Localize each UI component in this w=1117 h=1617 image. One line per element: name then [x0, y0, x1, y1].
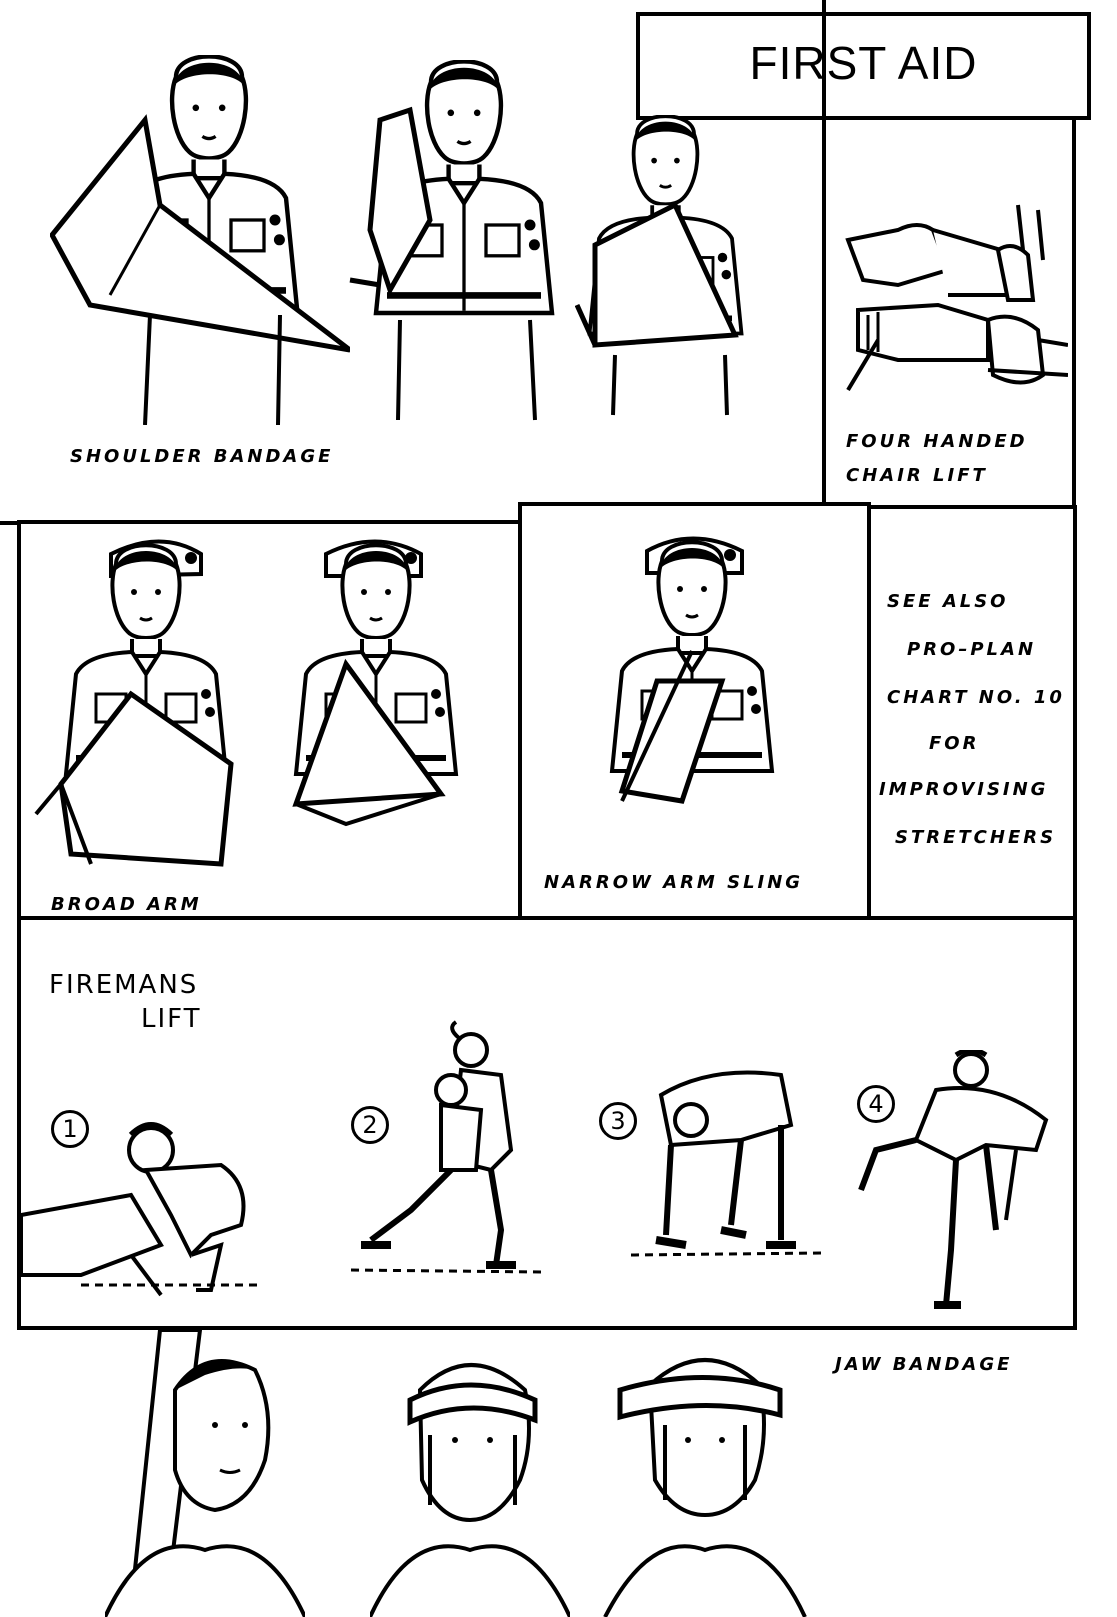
four-handed-caption-line2: CHAIR LIFT [846, 465, 988, 486]
firemans-lift-step-3-figure [631, 1065, 821, 1265]
step-4-marker: 4 [857, 1085, 895, 1123]
four-handed-caption-line1: FOUR HANDED [846, 431, 1028, 452]
firemans-lift-panel [17, 916, 1077, 1330]
step-2-marker: 2 [351, 1106, 389, 1144]
firemans-lift-step-2-figure [351, 1020, 551, 1280]
shoulder-bandage-figure-1 [50, 55, 350, 425]
narrow-arm-sling-figure [582, 531, 792, 871]
broad-arm-sling-figure-1 [31, 534, 266, 874]
jaw-bandage-figure-3 [600, 1335, 810, 1617]
see-also-line2: PRO–PLAN [907, 639, 1037, 660]
narrow-arm-caption: NARROW ARM SLING [544, 872, 804, 893]
broad-arm-caption-line1: BROAD ARM [51, 894, 202, 915]
narrow-arm-sling-panel [518, 502, 871, 920]
four-handed-chair-lift-panel [822, 116, 1076, 509]
shoulder-bandage-figure-3 [575, 115, 765, 425]
shoulder-bandage-figure-2 [340, 60, 580, 430]
firemans-lift-title-line1: FIREMANS [49, 970, 199, 1000]
step-1-marker: 1 [51, 1110, 89, 1148]
firemans-lift-step-1-figure [21, 1085, 261, 1310]
broad-arm-sling-figure-2 [276, 534, 491, 874]
shoulder-bandage-caption: SHOULDER BANDAGE [70, 446, 334, 467]
see-also-line3: CHART NO. 10 [887, 687, 1065, 708]
firemans-lift-step-4-figure [856, 1050, 1056, 1315]
jaw-bandage-caption: JAW BANDAGE [835, 1354, 1013, 1375]
see-also-line4: FOR [929, 733, 980, 754]
see-also-panel [867, 505, 1077, 920]
jaw-bandage-section [0, 1330, 1117, 1617]
jaw-bandage-figure-1 [105, 1330, 305, 1617]
broad-arm-sling-panel [17, 520, 522, 948]
jaw-bandage-figure-2 [370, 1340, 570, 1617]
page-title: FIRST AID [749, 37, 978, 89]
step-3-marker: 3 [599, 1102, 637, 1140]
see-also-line6: STRETCHERS [895, 827, 1057, 848]
shoulder-bandage-panel [0, 0, 826, 525]
see-also-line1: SEE ALSO [887, 591, 1009, 612]
firemans-lift-title-line2: LIFT [141, 1004, 202, 1034]
four-handed-hands-figure [838, 200, 1068, 410]
see-also-line5: IMPROVISING [879, 779, 1049, 800]
